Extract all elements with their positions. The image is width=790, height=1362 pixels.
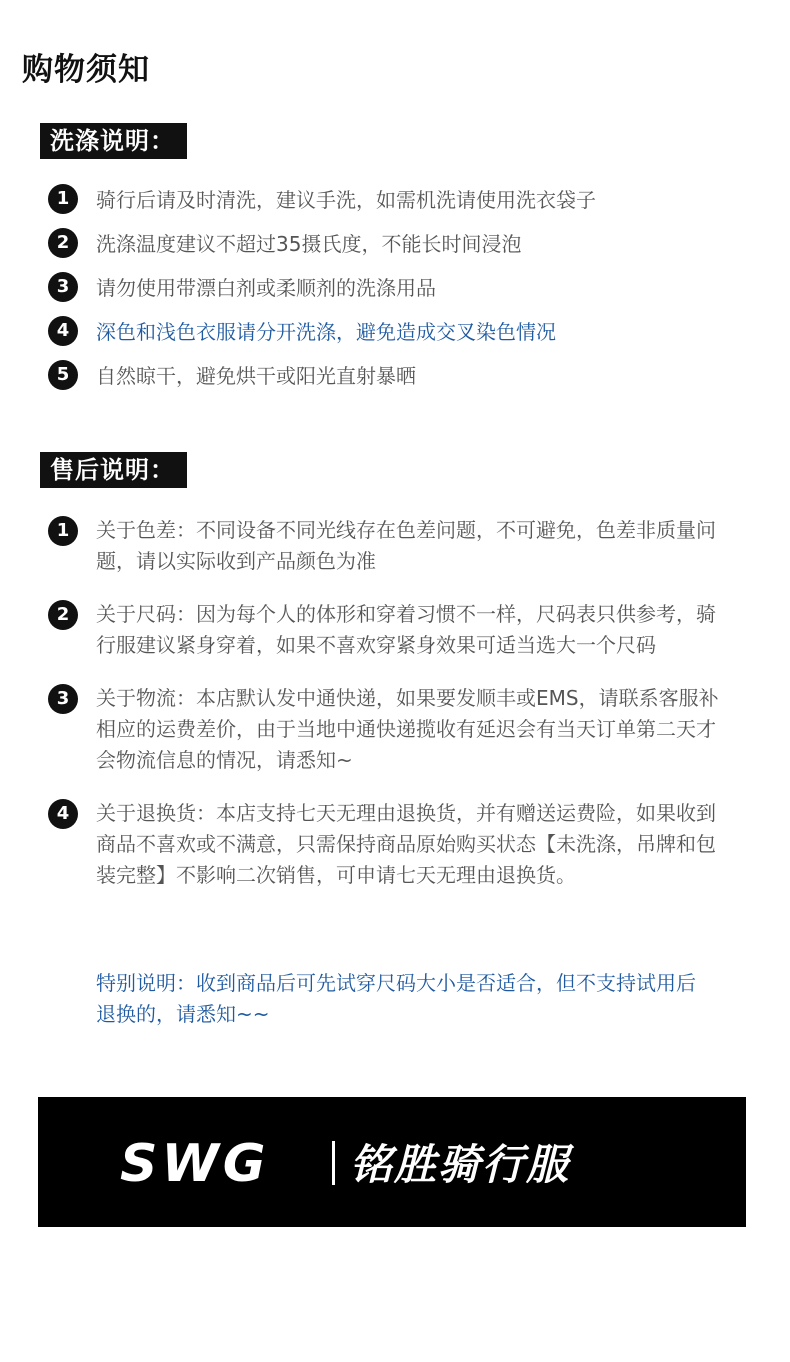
special-note: 特别说明：收到商品后可先试穿尺码大小是否适合，但不支持试用后退换的，请悉知~~ <box>96 971 696 1026</box>
after-sales-item-text: 关于色差：不同设备不同光线存在色差问题，不可避免，色差非质量问题，请以实际收到产品颜色为准 <box>96 518 716 573</box>
number-badge: 1 <box>48 184 78 214</box>
brand-logo-text: SWG <box>120 1134 270 1194</box>
number-badge: 2 <box>48 228 78 258</box>
brand-banner <box>38 1097 746 1227</box>
after-sales-item-4 <box>48 798 728 891</box>
washing-list <box>48 183 728 403</box>
washing-item-1 <box>48 183 728 227</box>
brand-name: 铭胜骑行服 <box>350 1140 571 1189</box>
after-sales-list <box>48 515 728 891</box>
washing-item-4 <box>48 315 728 359</box>
washing-item-text: 深色和浅色衣服请分开洗涤，避免造成交叉染色情况 <box>96 320 556 344</box>
washing-item-text: 洗涤温度建议不超过35摄氏度，不能长时间浸泡 <box>96 232 522 256</box>
washing-item-text: 自然晾干，避免烘干或阳光直射暴晒 <box>96 364 416 388</box>
number-badge: 3 <box>48 684 78 714</box>
washing-item-text: 请勿使用带漂白剂或柔顺剂的洗涤用品 <box>96 276 436 300</box>
after-sales-item-text: 关于物流：本店默认发中通快递，如果要发顺丰或EMS，请联系客服补相应的运费差价，由于当地中通快递揽收有延迟会有当天订单第二天才会物流信息的情况，请悉知~ <box>96 686 719 772</box>
after-sales-item-1 <box>48 515 728 577</box>
washing-item-3 <box>48 271 728 315</box>
number-badge: 5 <box>48 360 78 390</box>
after-sales-item-2 <box>48 599 728 661</box>
washing-item-5 <box>48 359 728 403</box>
number-badge: 2 <box>48 600 78 630</box>
number-badge: 4 <box>48 316 78 346</box>
washing-item-2 <box>48 227 728 271</box>
after-sales-item-text: 关于尺码：因为每个人的体形和穿着习惯不一样，尺码表只供参考，骑行服建议紧身穿着，如果不喜欢穿紧身效果可适当选大一个尺码 <box>96 602 716 657</box>
number-badge: 1 <box>48 516 78 546</box>
brand-divider <box>332 1141 335 1185</box>
washing-item-text: 骑行后请及时清洗，建议手洗，如需机洗请使用洗衣袋子 <box>96 188 596 212</box>
washing-section-label: 洗涤说明： <box>40 123 187 159</box>
after-sales-item-text: 关于退换货：本店支持七天无理由退换货，并有赠送运费险，如果收到商品不喜欢或不满意，只需保持商品原始购买状态【未洗涤，吊牌和包装完整】不影响二次销售，可申请七天无理由退换货。 <box>96 801 716 887</box>
page-title: 购物须知 <box>22 52 150 88</box>
after-sales-item-3 <box>48 683 728 776</box>
number-badge: 3 <box>48 272 78 302</box>
after-sales-section-label: 售后说明： <box>40 452 187 488</box>
brand-logo <box>38 1097 746 1227</box>
number-badge: 4 <box>48 799 78 829</box>
